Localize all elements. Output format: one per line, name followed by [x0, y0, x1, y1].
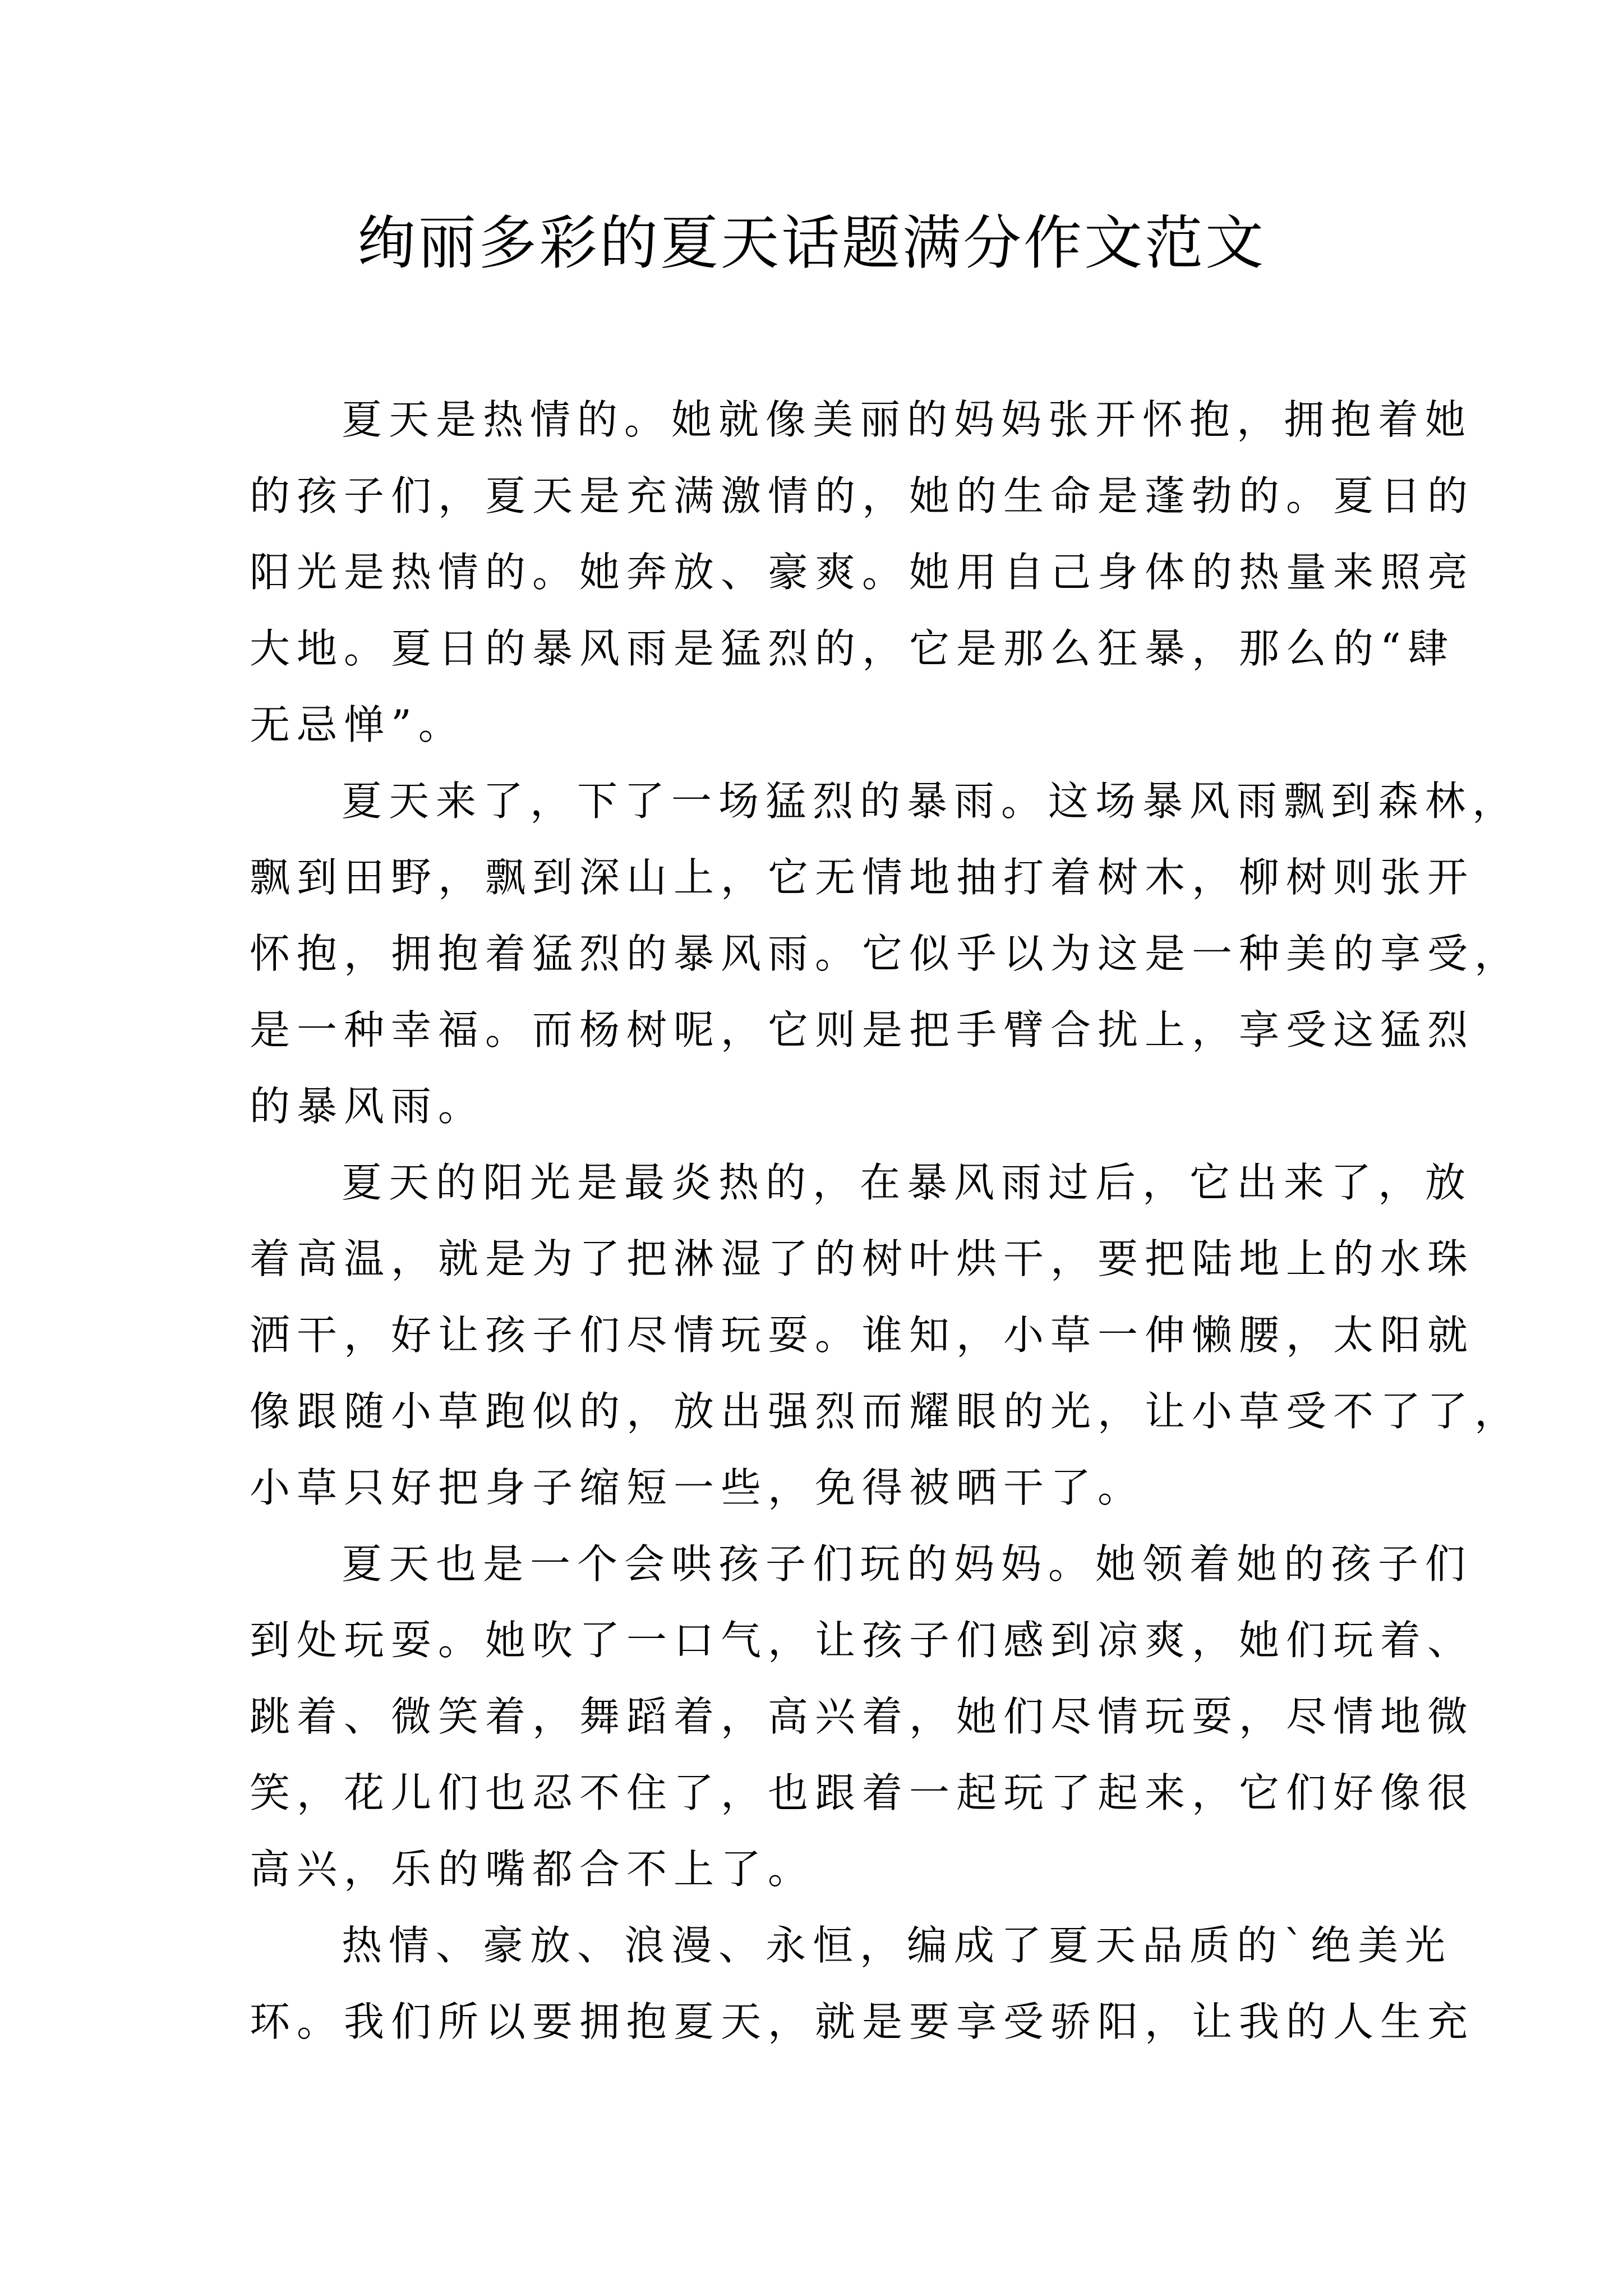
text-line: 的孩子们，夏天是充满激情的，她的生命是蓬勃的。夏日的: [250, 472, 1475, 519]
text-line: 像跟随小草跑似的，放出强烈而耀眼的光，让小草受不了了，: [250, 1388, 1522, 1435]
text-line: 夏天是热情的。她就像美丽的妈妈张开怀抱，拥抱着她: [342, 396, 1473, 443]
text-line: 小草只好把身子缩短一些，免得被晒干了。: [250, 1464, 1145, 1511]
text-line: 大地。夏日的暴风雨是猛烈的，它是那么狂暴，那么的“肆: [250, 625, 1455, 672]
text-line: 夏天也是一个会哄孩子们玩的妈妈。她领着她的孩子们: [342, 1540, 1473, 1588]
text-line: 环。我们所以要拥抱夏天，就是要享受骄阳，让我的人生充: [250, 1998, 1475, 2045]
paragraph-2: [250, 763, 1522, 1144]
text-line: 夏天来了，下了一场猛烈的暴雨。这场暴风雨飘到森林，: [342, 777, 1520, 825]
text-line: 的暴风雨。: [250, 1083, 486, 1130]
text-line: 高兴，乐的嘴都合不上了。: [250, 1846, 815, 1893]
text-line: 热情、豪放、浪漫、永恒，编成了夏天品质的`绝美光: [342, 1922, 1453, 1969]
paragraph-4: [250, 1526, 1475, 1907]
text-line: 洒干，好让孩子们尽情玩耍。谁知，小草一伸懒腰，太阳就: [250, 1312, 1475, 1359]
text-line: 夏天的阳光是最炎热的，在暴风雨过后，它出来了，放: [342, 1159, 1473, 1206]
text-line: 怀抱，拥抱着猛烈的暴风雨。它似乎以为这是一种美的享受，: [250, 930, 1522, 977]
document-body: [250, 381, 1522, 2060]
text-line: 阳光是热情的。她奔放、豪爽。她用自己身体的热量来照亮: [250, 549, 1475, 596]
text-line: 是一种幸福。而杨树呢，它则是把手臂合扰上，享受这猛烈: [250, 1006, 1475, 1053]
text-line: 着高温，就是为了把淋湿了的树叶烘干，要把陆地上的水珠: [250, 1235, 1475, 1282]
paragraph-5: [250, 1907, 1475, 2060]
paragraph-3: [250, 1144, 1522, 1526]
text-line: 跳着、微笑着，舞蹈着，高兴着，她们尽情玩耍，尽情地微: [250, 1693, 1475, 1740]
text-line: 无忌惮”。: [250, 701, 465, 748]
text-line: 到处玩耍。她吹了一口气，让孩子们感到凉爽，她们玩着、: [250, 1617, 1475, 1664]
text-line: 飘到田野，飘到深山上，它无情地抽打着树木，柳树则张开: [250, 854, 1475, 901]
document-title: 绚丽多彩的夏天话题满分作文范文: [357, 209, 1266, 277]
paragraph-1: [250, 381, 1475, 763]
text-line: 笑，花儿们也忍不住了，也跟着一起玩了起来，它们好像很: [250, 1769, 1475, 1816]
